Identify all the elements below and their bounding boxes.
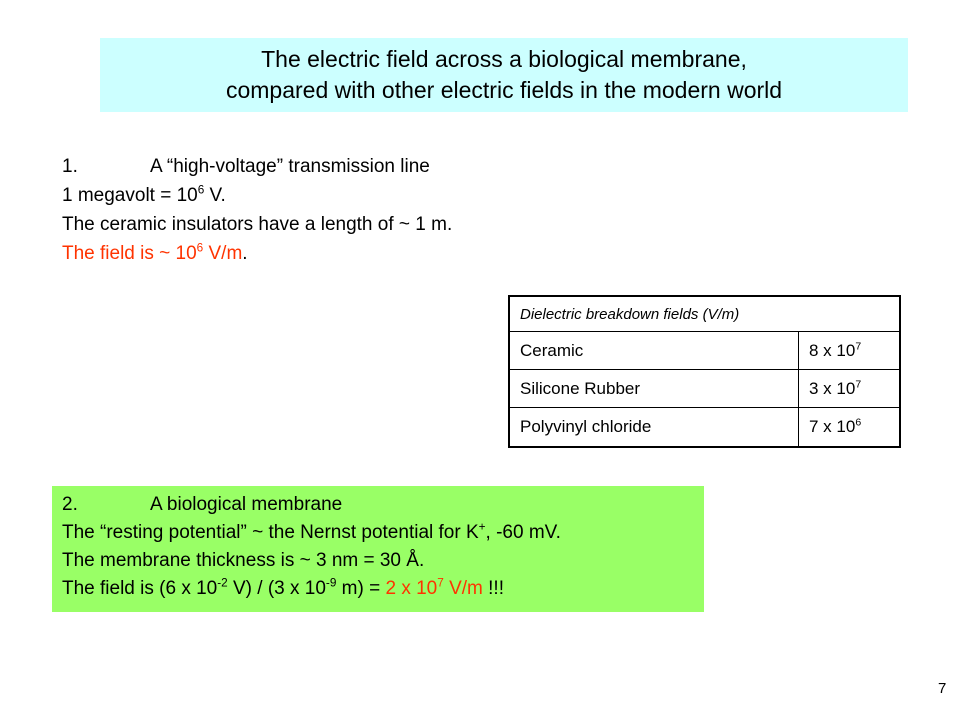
field-unit: V/m	[203, 243, 243, 264]
membrane-field-exponent: 7	[437, 576, 444, 590]
megavolt-exponent: 6	[197, 183, 205, 197]
material-cell: Ceramic	[509, 332, 799, 370]
voltage-exponent: -2	[217, 576, 228, 590]
field-calc-part-1: The field is (6 x 10	[62, 578, 218, 599]
resting-potential-value: , -60 mV.	[485, 522, 561, 543]
biological-membrane-section	[52, 486, 704, 612]
megavolt-text: 1 megavolt = 10	[62, 185, 198, 206]
field-calc-part-3: m) =	[336, 578, 386, 599]
table-row	[509, 408, 900, 447]
section2-number: 2.	[62, 494, 78, 515]
table-header-row	[509, 296, 900, 332]
potassium-charge: +	[478, 520, 486, 534]
field-value-cell: 3 x $10^7$	[799, 370, 901, 408]
page-number: 7	[938, 680, 947, 697]
megavolt-line	[62, 181, 622, 210]
field-value-cell: 7 x $10^6$	[799, 408, 901, 447]
membrane-field-result: 2 x 10	[385, 578, 438, 599]
material-cell: Polyvinyl chloride	[509, 408, 799, 447]
section2-title: A biological membrane	[150, 494, 343, 515]
slide-title-box	[100, 38, 908, 112]
field-value-cell: 8 x $10^7$	[799, 332, 901, 370]
section1-number: 1.	[62, 156, 78, 177]
section2-heading	[62, 491, 704, 519]
resting-potential-text: The “resting potential” ~ the Nernst potential for K	[62, 522, 479, 543]
material-cell: Silicone Rubber	[509, 370, 799, 408]
field-text: The field is ~ 10	[62, 243, 197, 264]
section1-title: A “high-voltage” transmission line	[150, 156, 430, 177]
table-row	[509, 370, 900, 408]
thickness-exponent: -9	[325, 576, 337, 590]
exclamation: !!!	[482, 578, 504, 599]
membrane-thickness-line: The membrane thickness is ~ 3 nm = 30 Å.	[62, 550, 425, 571]
field-calc-part-2: V) / (3 x 10	[227, 578, 326, 599]
membrane-field-unit: V/m	[443, 578, 483, 599]
dielectric-breakdown-table	[508, 295, 901, 448]
section1-heading	[62, 152, 622, 181]
resting-potential-line	[62, 519, 704, 547]
table-header: Dielectric breakdown fields (V/m)	[509, 296, 900, 332]
slide-title-line-1: The electric field across a biological membrane,	[261, 46, 747, 72]
insulator-length-line: The ceramic insulators have a length of ~ 1 m.	[62, 214, 453, 235]
membrane-field-line	[62, 575, 704, 603]
field-period: .	[242, 243, 248, 264]
megavolt-unit: V.	[204, 185, 226, 206]
transmission-field-line	[62, 239, 622, 268]
slide-title-line-2: compared with other electric fields in the modern world	[225, 77, 783, 103]
table-row	[509, 332, 900, 370]
transmission-line-section	[62, 152, 622, 268]
field-exponent: 6	[196, 241, 204, 255]
